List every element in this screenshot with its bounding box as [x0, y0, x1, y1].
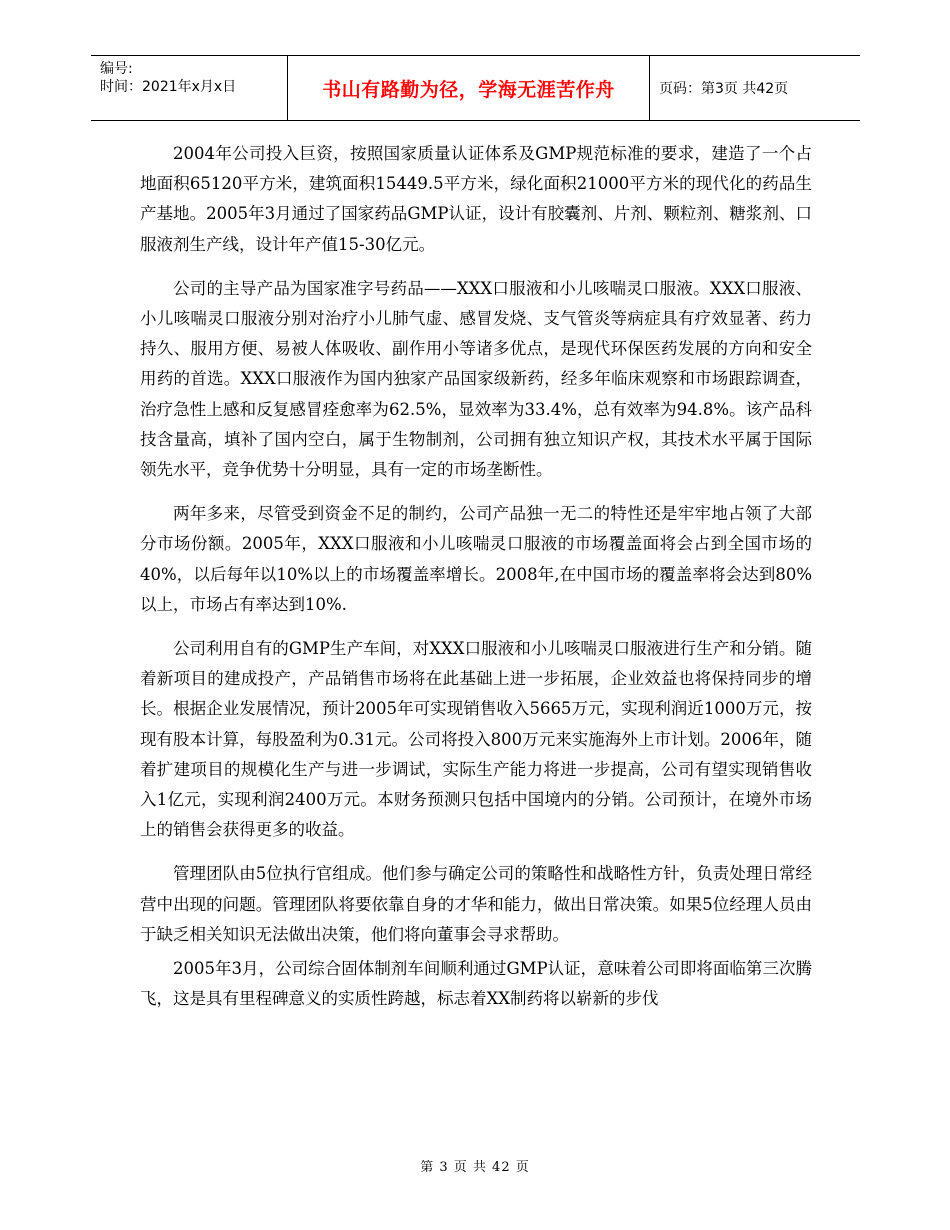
paragraph: 公司利用自有的GMP生产车间，对XXX口服液和小儿咳喘灵口服液进行生产和分销。随着新项目的建成投产，产品销售市场将在此基础上进一步拓展，企业效益也将保持同步的增长。根据企业发展情况，预计2005年可实现销售收入5665万元，实现利润近1000万元，按现有股本计算，每股盈利为0.31元。公司将投入800万元来实施海外上市计划。2006年，随着扩建项目的规模化生产与进一步调试，实际生产能力将进一步提高，公司有望实现销售收入1亿元，实现利润2400万元。本财务预测只包括中国境内的分销。公司预计，在境外市场上的销售会获得更多的收益。	[140, 639, 812, 840]
header-motto-cell	[287, 56, 650, 120]
page-footer: 第 3 页 共 42 页	[420, 1160, 530, 1175]
document-body	[140, 139, 812, 1028]
paragraph: 2004年公司投入巨资，按照国家质量认证体系及GMP规范标准的要求，建造了一个占地面积65120平方米，建筑面积15449.5平方米，绿化面积21000平方米的现代化的药品生产基地。2005年3月通过了国家药品GMP认证，设计有胶囊剂、片剂、颗粒剂、糖浆剂、口服液剂生产线，设计年产值15-30亿元。	[140, 144, 812, 254]
paragraph: 2005年3月，公司综合固体制剂车间顺利通过GMP认证，意味着公司即将面临第三次腾飞，这是具有里程碑意义的实质性跨越，标志着XX制药将以崭新的步伐	[140, 959, 812, 1009]
document-number-label: 编号:	[100, 61, 133, 77]
paragraph: 管理团队由5位执行官组成。他们参与确定公司的策略性和战略性方针，负责处理日常经营中出现的问题。管理团队将要依靠自身的才华和能力，做出日常决策。如果5位经理人员由于缺乏相关知识无法做出决策，他们将向董事会寻求帮助。	[140, 864, 812, 944]
header-page-cell	[650, 56, 860, 120]
header-meta-cell	[91, 56, 287, 120]
page-header	[91, 55, 860, 121]
header-motto: 书山有路勤为径，学海无涯苦作舟	[322, 78, 615, 101]
paragraph: 两年多来，尽管受到资金不足的制约，公司产品独一无二的特性还是牢牢地占领了大部分市场份额。2005年，XXX口服液和小儿咳喘灵口服液的市场覆盖面将会占到全国市场的40%，以后每年以10%以上的市场覆盖率增长。2008年,在中国市场的覆盖率将会达到80%以上，市场占有率达到10%.	[140, 504, 812, 614]
header-page-label: 页码：第3页 共42页	[659, 81, 789, 97]
document-time-label: 时间：2021年x月x日	[100, 79, 237, 95]
paragraph: 公司的主导产品为国家准字号药品——XXX口服液和小儿咳喘灵口服液。XXX口服液、小儿咳喘灵口服液分别对治疗小儿肺气虚、感冒发烧、支气管炎等病症具有疗效显著、药力持久、服用方便、易被人体吸收、副作用小等诸多优点，是现代环保医药发展的方向和安全用药的首选。XXX口服液作为国内独家产品国家级新药，经多年临床观察和市场跟踪调查，治疗急性上感和反复感冒痊愈率为62.5%，显效率为33.4%，总有效率为94.8%。该产品科技含量高，填补了国内空白，属于生物制剂，公司拥有独立知识产权，其技术水平属于国际领先水平，竞争优势十分明显，具有一定的市场垄断性。	[140, 278, 812, 480]
